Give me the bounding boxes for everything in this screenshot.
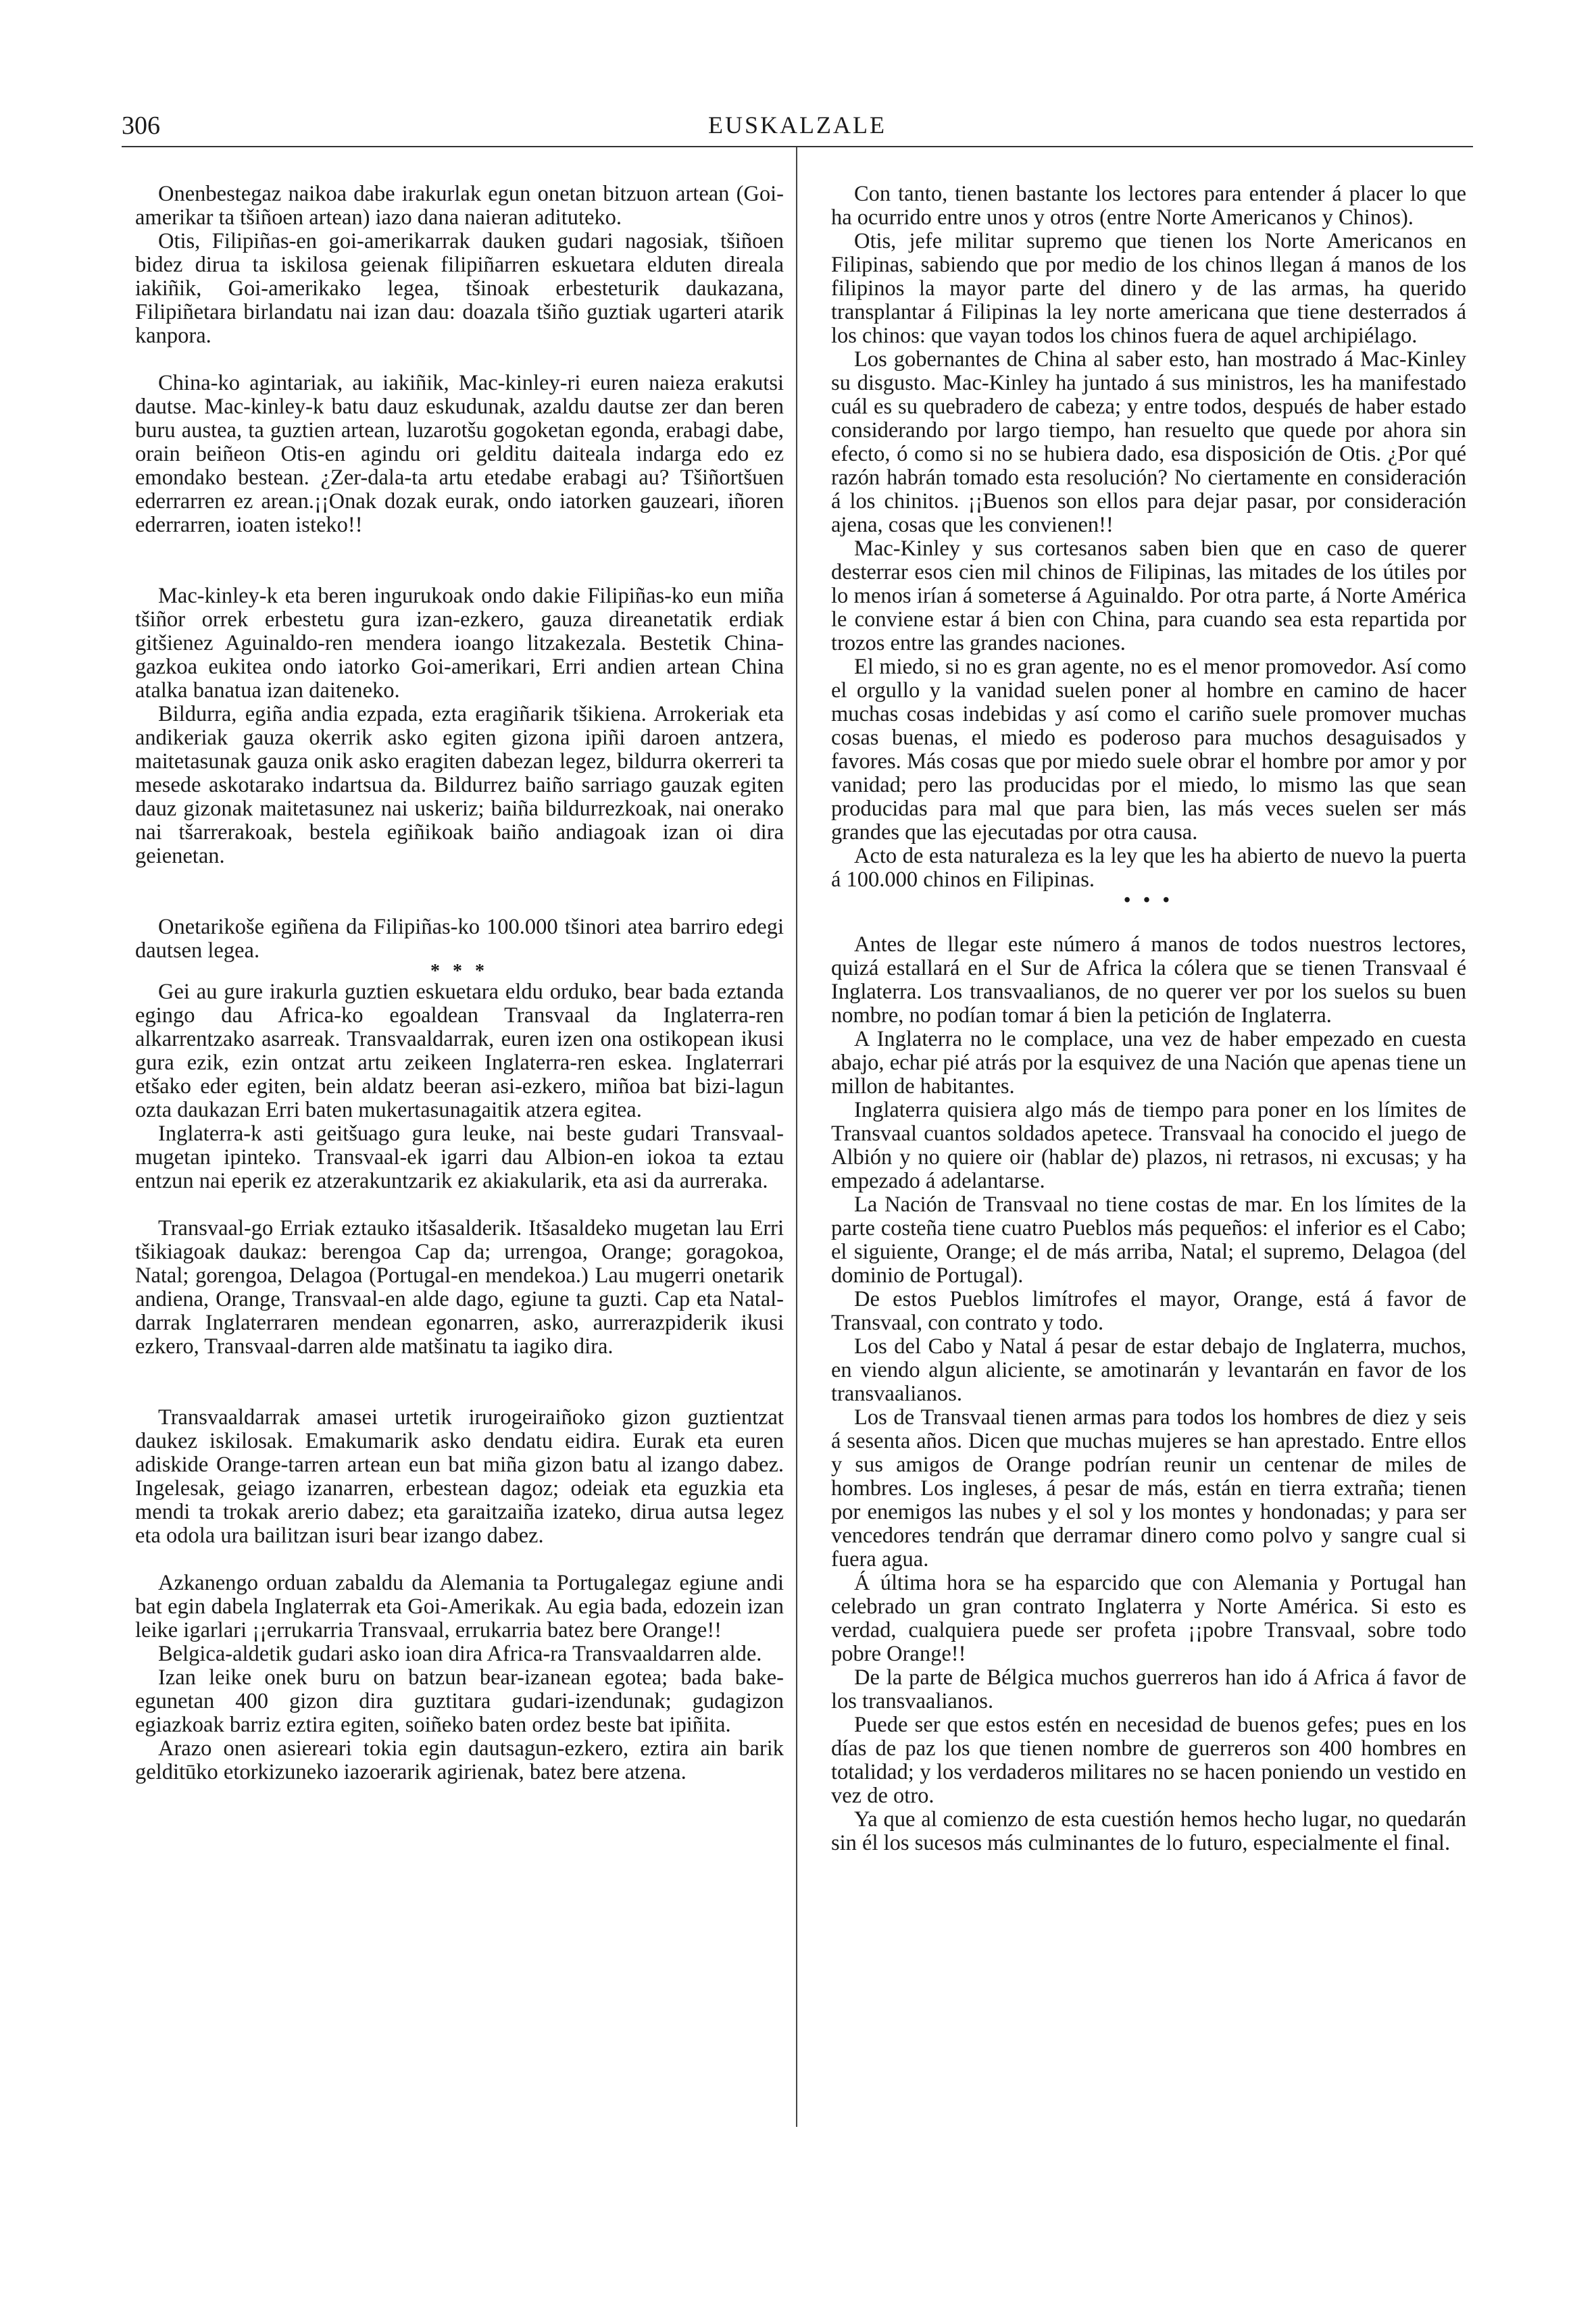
paragraph: Onetarikoše egiñena da Filipiñas-ko 100.000 tšinori atea barriro edegi dautsen legea.: [135, 915, 784, 963]
left-column-basque: [135, 182, 784, 1784]
paragraph: Bildurra, egiña andia ezpada, ezta eragiñarik tšikiena. Arrokeriak eta andikeriak gauza okerrik asko egiten gizona ipiñi daroen antzera, maitetasunak gauza onik asko eragiten dabezan legez, bildurra okerreri ta mesede askotarako indartsua da. Bildurrez baiño sarriago gauzak egiten dauz gizonak maitetasunez nai uskeriz; baiña bildurrezkoak, nai onerako nai tšarrerakoak, bestela egiñikoak baiño andiagoak izan oi dira geienetan.: [135, 702, 784, 868]
paragraph: Mac-kinley-k eta beren ingurukoak ondo dakie Filipiñas-ko eun miña tšiñor orrek erbestetu gura izan-ezkero, gauza direanetatik erdiak gitšienez Aguinaldo-ren mendera ioango litzakezala. Bestetik China-gazkoa eukitea ondo iatorko Goi-amerikari, Erri andien artean China atalka banatua izan daiteneko.: [135, 584, 784, 703]
paragraph: Los gobernantes de China al saber esto, han mostrado á Mac-Kinley su disgusto. Mac-Kinley ha juntado á sus ministros, les ha manifestado cuál es su quebradero de cabeza; y entre todos, después de haber estado considerando por largo tiempo, han resuelto que quede por ahora sin efecto, ó como si no se hubiera dado, esa disposición de Otis. ¿Por qué razón habrán tomado esta resolución? No ciertamente en consideración á los chinitos. ¡¡Buenos son ellos para dejar pasar, por consideración ajena, cosas que les convienen!!: [831, 347, 1466, 537]
paragraph: Inglaterra quisiera algo más de tiempo para poner en los límites de Transvaal cuantos soldados apetece. Transvaal ha conocido el juego de Albión y no quiere oir (hablar de) plazos, ni retrasos, ni excusas; y ha empezado á adelantarse.: [831, 1098, 1466, 1193]
paragraph: Los de Transvaal tienen armas para todos los hombres de diez y seis á sesenta años. Dicen que muchas mujeres se han aprestado. Entre ellos y sus amigos de Orange podrían reunir un centenar de miles de hombres. Los ingleses, á pesar de más, están en tierra extraña; tienen por enemigos las nubes y el sol y los montes y hondonadas; y para ser vencedores tendrán que derramar dinero como polvo y sangre cual si fuera agua.: [831, 1405, 1466, 1571]
paragraph: Izan leike onek buru on batzun bear-izanean egotea; bada bake-egunetan 400 gizon dira guztitara gudari-izendunak; gudagizon egiazkoak barriz eztira egiten, soiñeko baten ordez beste bat ipiñita.: [135, 1665, 784, 1737]
paragraph: La Nación de Transvaal no tiene costas de mar. En los límites de la parte costeña tiene cuatro Pueblos más pequeños: el inferior es el Cabo; el siguiente, Orange; el de más arriba, Natal; el supremo, Delagoa (del dominio de Portugal).: [831, 1192, 1466, 1288]
paragraph: Otis, jefe militar supremo que tienen los Norte Americanos en Filipinas, sabiendo que por medio de los chinos llegan á manos de los filipinos la mayor parte del dinero y de las armas, ha querido transplantar á Filipinas la ley norte americana que tiene desterrados á los chinos: que vayan todos los chinos fuera de aquel archipiélago.: [831, 229, 1466, 348]
paragraph: China-ko agintariak, au iakiñik, Mac-kinley-ri euren naieza erakutsi dautse. Mac-kinley-k batu dauz eskudunak, azaldu dautse zer dan beren buru austea, ta guztien artean, luzarotšu gogoketan egonda, erabagi dabe, orain beiñeon Otis-en agindu ori gelditu daiteala indarga edo ez emondako bestean. ¿Zer-dala-ta artu etedabe erabagi au? Tšiñortšuen ederrarren ez arean.¡¡Onak dozak eurak, ondo iatorken gauzeari, iñoren ederrarren, ioaten isteko!!: [135, 371, 784, 537]
running-title: EUSKALZALE: [708, 111, 887, 139]
paragraph: Puede ser que estos estén en necesidad de buenos gefes; pues en los días de paz los que tienen nombre de guerreros son 400 hombres en totalidad; y los verdaderos militares no se hacen poniendo un vestido en vez de otro.: [831, 1713, 1466, 1808]
paragraph: A Inglaterra no le complace, una vez de haber empezado en cuesta abajo, echar pié atrás por la esquivez de una Nación que apenas tiene un millon de habitantes.: [831, 1027, 1466, 1099]
paragraph: Con tanto, tienen bastante los lectores para entender á placer lo que ha ocurrido entre unos y otros (entre Norte Americanos y Chinos).: [831, 182, 1466, 230]
paragraph: Acto de esta naturaleza es la ley que les ha abierto de nuevo la puerta á 100.000 chinos en Filipinas.: [831, 844, 1466, 892]
paragraph: Transvaaldarrak amasei urtetik irurogeiraiñoko gizon guztientzat daukez iskilosak. Emakumarik asko dendatu eidira. Eurak eta euren adiskide Orange-tarren artean eun bat miña gizon batu al izango dabez. Ingelesak, geiago izanarren, erbestean dagoz; odeiak eta eguzkia eta mendi ta trokak arerio dabez; eta garaitzaiña izateko, dirua autsa legez eta odola ura bailitzan isuri bear izango dabez.: [135, 1405, 784, 1548]
paragraph: Á última hora se ha esparcido que con Alemania y Portugal han celebrado un gran contrato Inglaterra y Norte América. Si esto es verdad, cualquiera puede ser profeta ¡¡pobre Transvaal, sobre todo pobre Orange!!: [831, 1571, 1466, 1666]
section-separator: * * *: [430, 961, 489, 982]
paragraph: El miedo, si no es gran agente, no es el menor promovedor. Así como el orgullo y la vanidad suelen poner al hombre en camino de hacer muchas cosas indebidas y así como el cariño suele promover muchas cosas buenas, el miedo es poderoso para muchos desaguisados y favores. Más cosas que por miedo suele obrar el hombre por amor y por vanidad; pero las producidas por el miedo, lo mismo las que sean producidas para mal que para bien, las más veces suelen ser más grandes que las ejecutadas por otra causa.: [831, 655, 1466, 845]
page-number: 306: [122, 111, 160, 140]
paragraph: Belgica-aldetik gudari asko ioan dira Africa-ra Transvaaldarren alde.: [158, 1642, 762, 1666]
paragraph: Otis, Filipiñas-en goi-amerikarrak dauken gudari nagosiak, tšiñoen bidez dirua ta iskilosa geienak filipiñarren eskuetara elduten direala iakiñik, Goi-amerikako legea, tšinoak erbesteturik daukazana, Filipiñetara birlandatu nai izan dau: doazala tšiño guztiak ugarteri atarik kanpora.: [135, 229, 784, 348]
right-column-spanish: [831, 182, 1466, 1855]
paragraph: Inglaterra-k asti geitšuago gura leuke, nai beste gudari Transvaal-mugetan ipinteko. Transvaal-ek igarri dau Albion-en iokoa ta eztau entzun nai eperik ez atzerakuntzarik ez akiakularik, eta asi da aurreraka.: [135, 1122, 784, 1193]
paragraph: Los del Cabo y Natal á pesar de estar debajo de Inglaterra, muchos, en viendo algun aliciente, se amotinarán y levantarán en favor de los transvaalianos.: [831, 1334, 1466, 1406]
paragraph: Antes de llegar este número á manos de todos nuestros lectores, quizá estallará en el Sur de Africa la cólera que se tienen Transvaal é Inglaterra. Los transvaalianos, de no querer ver por los suelos su buen nombre, no podían tomar á bien la petición de Inglaterra.: [831, 932, 1466, 1028]
paragraph: Arazo onen asiereari tokia egin dautsagun-ezkero, eztira ain barik gelditūko etorkizuneko iazoerarik agirienak, batez bere atzena.: [135, 1736, 784, 1784]
paragraph: Ya que al comienzo de esta cuestión hemos hecho lugar, no quedarán sin él los sucesos más culminantes de lo futuro, especialmente el final.: [831, 1807, 1466, 1855]
paragraph: Gei au gure irakurla guztien eskuetara eldu orduko, bear bada eztanda egingo dau Africa-ko egoaldean Transvaal da Inglaterra-ren alkarrentzako asarreak. Transvaaldarrak, euren izen ona ostikopean ikusi gura ezik, ezin ontzat artu zeikeen Inglaterra-ren eskea. Inglaterrari etšako eder egiten, bein aldatz beeran asi-ezkero, miñoa bat bizi-lagun ozta daukazan Erri baten mukertasunagaitik atzera egitea.: [135, 980, 784, 1122]
paragraph: Mac-Kinley y sus cortesanos saben bien que en caso de querer desterrar esos cien mil chinos de Filipinas, las mitades de los útiles por lo menos irían á someterse á Aguinaldo. Por otra parte, á Norte América le conviene estar á bien con China, para cuando sea esta repartida por trozos entre las grandes naciones.: [831, 536, 1466, 655]
paragraph: Transvaal-go Erriak eztauko itšasalderik. Itšasaldeko mugetan lau Erri tšikiagoak daukaz: berengoa Cap da; urrengoa, Orange; goragokoa, Natal; gorengoa, Delagoa (Portugal-en mendekoa.) Lau mugerri onetarik andiena, Orange, Transvaal-en alde dago, egiune ta guzti. Cap eta Natal-darrak Inglaterraren mendean egonarren, asko, aurrerazpiderik ikusi ezkero, Transvaal-darren alde matšinatu ta iagiko dira.: [135, 1216, 784, 1359]
paragraph: De la parte de Bélgica muchos guerreros han ido á Africa á favor de los transvaalianos.: [831, 1665, 1466, 1713]
paragraph: Azkanengo orduan zabaldu da Alemania ta Portugalegaz egiune andi bat egin dabela Inglaterrak eta Goi-Amerikak. Au egia bada, edozein izan leike igarlari ¡¡errukarria Transvaal, errukarria batez bere Orange!!: [135, 1571, 784, 1642]
column-divider: [796, 147, 797, 2127]
paragraph: De estos Pueblos limítrofes el mayor, Orange, está á favor de Transvaal, con contrato y todo.: [831, 1287, 1466, 1335]
section-separator: • • •: [1124, 890, 1174, 911]
page-header: [122, 108, 1473, 147]
paragraph: Onenbestegaz naikoa dabe irakurlak egun onetan bitzuon artean (Goi-amerikar ta tšiñoen artean) iazo dana naieran adituteko.: [135, 182, 784, 230]
